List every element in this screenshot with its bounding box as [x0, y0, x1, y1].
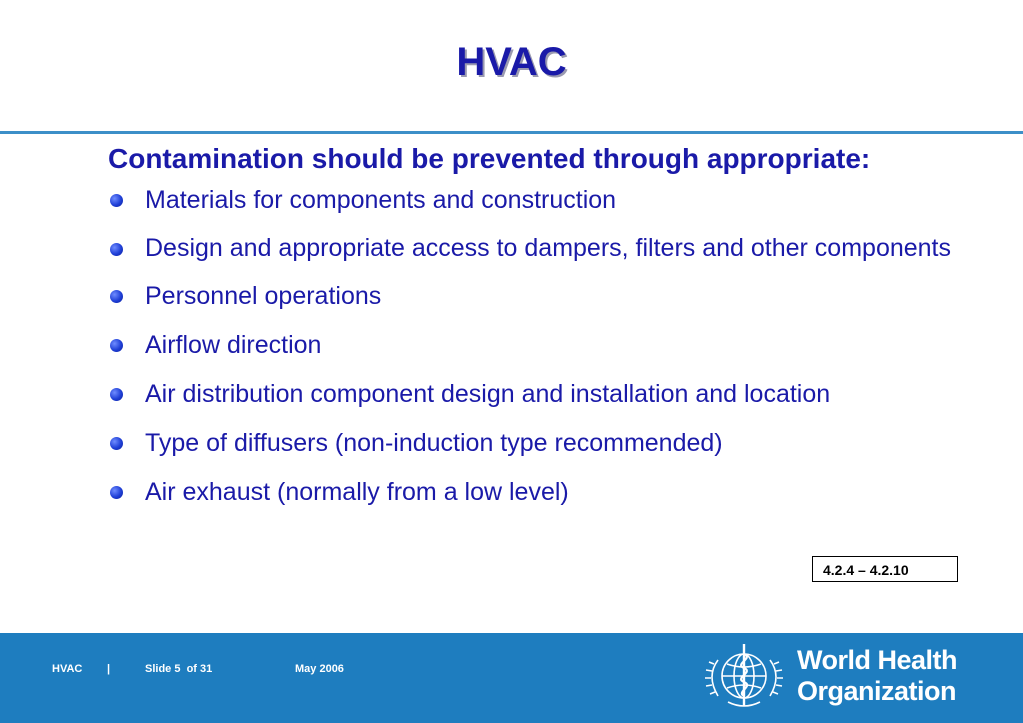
list-item [108, 332, 968, 359]
org-name-line2: Organization [797, 676, 957, 706]
bullet-icon [110, 194, 123, 207]
list-item [108, 236, 968, 261]
list-item [108, 187, 968, 214]
bullet-list [108, 187, 968, 506]
title-divider [0, 131, 1023, 134]
bullet-text: Personnel operations [145, 282, 382, 310]
footer-slide-number: Slide 5 of 31 [145, 663, 213, 675]
who-emblem-icon [698, 640, 790, 712]
list-item [108, 381, 968, 408]
bullet-icon [110, 388, 123, 401]
slide-content [108, 142, 968, 528]
org-name-line1: World Health [797, 645, 958, 675]
bullet-icon [110, 243, 123, 256]
reference-box: 4.2.4 – 4.2.10 [812, 556, 958, 582]
bullet-text: Materials for components and construction [145, 186, 617, 214]
bullet-icon [110, 339, 123, 352]
bullet-icon [110, 290, 123, 303]
slide-title: HVAC [456, 40, 567, 84]
bullet-icon [110, 486, 123, 499]
bullet-text: Air distribution component design and installation and location [145, 380, 831, 408]
list-item [108, 479, 968, 506]
bullet-icon [110, 437, 123, 450]
bullet-text: Airflow direction [145, 331, 322, 359]
footer-topic: HVAC [52, 663, 83, 675]
bullet-text: Air exhaust (normally from a low level) [145, 478, 569, 506]
footer-separator: | [107, 663, 111, 675]
bullet-text: Design and appropriate access to dampers, filters and other components [145, 234, 952, 262]
content-heading: Contamination should be prevented through appropriate: [108, 143, 871, 174]
footer-date: May 2006 [295, 663, 344, 675]
bullet-text: Type of diffusers (non-induction type recommended) [145, 429, 723, 457]
list-item [108, 283, 968, 310]
list-item [108, 430, 968, 457]
